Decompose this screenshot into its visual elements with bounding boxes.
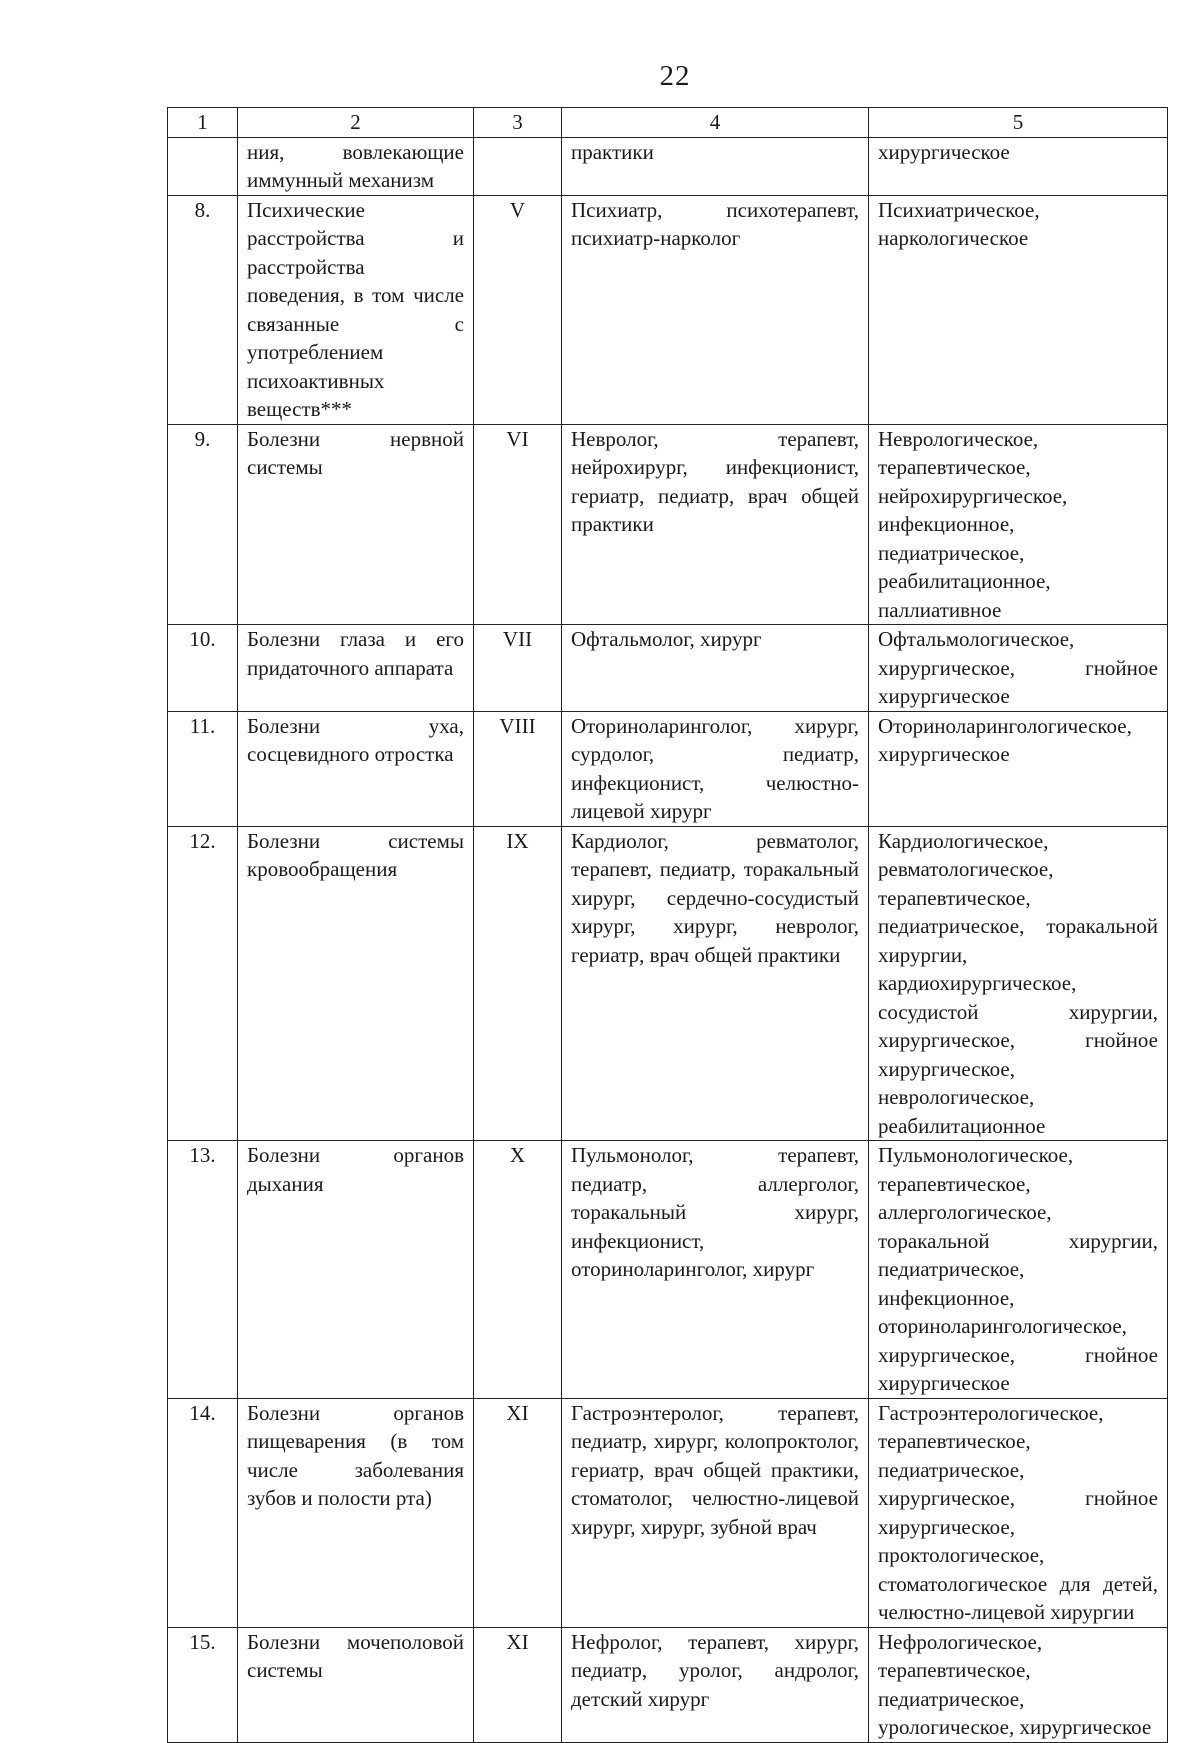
bed-profile-cell xyxy=(869,625,1168,712)
icd-class-cell xyxy=(474,1398,562,1627)
disease-group: Болезни уха, сосцевидного отростка xyxy=(247,713,464,766)
specialists: Нефролог, терапевт, хирург, педиатр, уролог, андролог, детский хирург xyxy=(571,1629,859,1711)
table-row xyxy=(168,826,1168,1141)
table-row xyxy=(168,625,1168,712)
icd-class-cell xyxy=(474,195,562,424)
bed-profile: Офтальмологическое, хирургическое, гнойное хирургическое xyxy=(878,627,1158,708)
row-number-cell xyxy=(168,826,238,1141)
row-number-cell xyxy=(168,1627,238,1742)
header-col-5: 5 xyxy=(869,108,1168,138)
disease-group-cell xyxy=(238,826,474,1141)
disease-group-cell xyxy=(238,1141,474,1399)
icd-class-cell xyxy=(474,424,562,625)
icd-class-cell xyxy=(474,711,562,826)
row-number-cell xyxy=(168,711,238,826)
specialists: Пульмонолог, терапевт, педиатр, аллерголог, торакальный хирург, инфекционист, оториноларинголог, хирург xyxy=(571,1143,859,1281)
header-col-4: 4 xyxy=(562,108,869,138)
header-col-2: 2 xyxy=(238,108,474,138)
specialists-cell xyxy=(562,1627,869,1742)
disease-group: ния, вовлекающие иммунный механизм xyxy=(247,139,464,192)
row-number: 9. xyxy=(194,426,211,451)
icd-class: VI xyxy=(506,426,529,451)
bed-profile-cell xyxy=(869,195,1168,424)
bed-profile-cell xyxy=(869,1141,1168,1399)
bed-profile: Пульмонологическое, терапевтическое, аллергологическое, торакальной хирургии, педиатрическое, инфекционное, оториноларингологическое, хирургическое, гнойное хирургическое xyxy=(878,1143,1158,1395)
disease-group: Болезни глаза и его придаточного аппарата xyxy=(247,627,464,680)
row-number-cell xyxy=(168,625,238,712)
disease-group: Болезни органов дыхания xyxy=(247,1143,464,1196)
row-number: 11. xyxy=(189,713,216,738)
disease-group: Болезни нервной системы xyxy=(247,426,464,479)
specialists: Невролог, терапевт, нейрохирург, инфекционист, гериатр, педиатр, врач общей практики xyxy=(571,426,859,536)
specialists: практики xyxy=(571,139,654,164)
icd-class: VII xyxy=(502,627,533,651)
specialists-cell xyxy=(562,711,869,826)
icd-class-cell xyxy=(474,1141,562,1399)
header-col-1: 1 xyxy=(168,108,238,138)
disease-group: Болезни органов пищеварения (в том числе заболевания зубов и полости рта) xyxy=(247,1400,464,1510)
icd-class: X xyxy=(509,1143,526,1167)
table-row xyxy=(168,195,1168,424)
bed-profile: Нефрологическое, терапевтическое, педиатрическое, урологическое, хирургическое xyxy=(878,1629,1152,1739)
specialists-cell xyxy=(562,1398,869,1627)
table-header-row xyxy=(168,108,1168,138)
specialists: Гастроэнтеролог, терапевт, педиатр, хирург, колопроктолог, гериатр, врач общей практики, стоматолог, челюстно-лицевой хирург, хирург, зубной врач xyxy=(571,1400,859,1539)
table-row xyxy=(168,711,1168,826)
row-number: 8. xyxy=(194,197,211,222)
specialists: Кардиолог, ревматолог, терапевт, педиатр, торакальный хирург, сердечно-сосудистый хирург, хирург, невролог, гериатр, врач общей практики xyxy=(571,828,859,967)
row-number: 12. xyxy=(189,828,216,853)
table-row xyxy=(168,137,1168,195)
medical-profile-table xyxy=(167,107,1168,1743)
bed-profile-cell xyxy=(869,1398,1168,1627)
table-row xyxy=(168,1141,1168,1399)
row-number-cell xyxy=(168,1141,238,1399)
icd-class: XI xyxy=(506,1629,529,1654)
icd-class: XI xyxy=(506,1400,529,1425)
table-row xyxy=(168,424,1168,625)
icd-class-cell xyxy=(474,625,562,712)
row-number-cell xyxy=(168,424,238,625)
bed-profile-cell xyxy=(869,711,1168,826)
table-row xyxy=(168,1627,1168,1742)
specialists: Психиатр, психотерапевт, психиатр-нарколог xyxy=(571,197,859,250)
disease-group: Болезни системы кровообращения xyxy=(247,828,464,881)
icd-class: V xyxy=(509,197,526,222)
page-number: 22 xyxy=(659,60,691,92)
row-number: 15. xyxy=(189,1629,216,1654)
specialists-cell xyxy=(562,424,869,625)
specialists-cell xyxy=(562,195,869,424)
bed-profile-cell xyxy=(869,424,1168,625)
specialists-cell xyxy=(562,1141,869,1399)
row-number: 14. xyxy=(189,1400,216,1425)
disease-group-cell xyxy=(238,1398,474,1627)
disease-group: Психические расстройства и расстройства поведения, в том числе связанные с употреблением психоактивных веществ*** xyxy=(247,197,464,421)
icd-class: IX xyxy=(506,828,529,853)
bed-profile: Оториноларингологическое, хирургическое xyxy=(878,713,1132,766)
specialists-cell xyxy=(562,137,869,195)
header-col-3: 3 xyxy=(474,108,562,138)
specialists-cell xyxy=(562,625,869,712)
table-row xyxy=(168,1398,1168,1627)
icd-class: VIII xyxy=(499,713,536,738)
disease-group-cell xyxy=(238,137,474,195)
disease-group-cell xyxy=(238,625,474,712)
bed-profile: Психиатрическое, наркологическое xyxy=(878,197,1040,250)
icd-class-cell xyxy=(474,1627,562,1742)
icd-class-cell xyxy=(474,826,562,1141)
bed-profile: Неврологическое, терапевтическое, нейрохирургическое, инфекционное, педиатрическое, реабилитационное, паллиативное xyxy=(878,426,1068,622)
specialists: Офтальмолог, хирург xyxy=(571,627,762,651)
row-number-cell xyxy=(168,195,238,424)
bed-profile-cell xyxy=(869,137,1168,195)
icd-class-cell xyxy=(474,137,562,195)
specialists-cell xyxy=(562,826,869,1141)
disease-group-cell xyxy=(238,711,474,826)
disease-group: Болезни мочеполовой системы xyxy=(247,1629,464,1682)
bed-profile: Кардиологическое, ревматологическое, терапевтическое, педиатрическое, торакальной хирургии, кардиохирургическое, сосудистой хирургии, хирургическое, гнойное хирургическое, неврологическое, реабилитационное xyxy=(878,828,1158,1138)
bed-profile-cell xyxy=(869,1627,1168,1742)
bed-profile: Гастроэнтерологическое, терапевтическое, педиатрическое, хирургическое, гнойное хирургическое, проктологическое, стоматологическое для детей, челюстно-лицевой хирургии xyxy=(878,1400,1158,1624)
row-number-cell xyxy=(168,137,238,195)
disease-group-cell xyxy=(238,424,474,625)
disease-group-cell xyxy=(238,195,474,424)
bed-profile: хирургическое xyxy=(878,139,1010,164)
row-number: 10. xyxy=(189,627,216,651)
specialists: Оториноларинголог, хирург, сурдолог, педиатр, инфекционист, челюстно-лицевой хирург xyxy=(571,713,859,823)
row-number: 13. xyxy=(189,1143,216,1167)
disease-group-cell xyxy=(238,1627,474,1742)
row-number-cell xyxy=(168,1398,238,1627)
bed-profile-cell xyxy=(869,826,1168,1141)
